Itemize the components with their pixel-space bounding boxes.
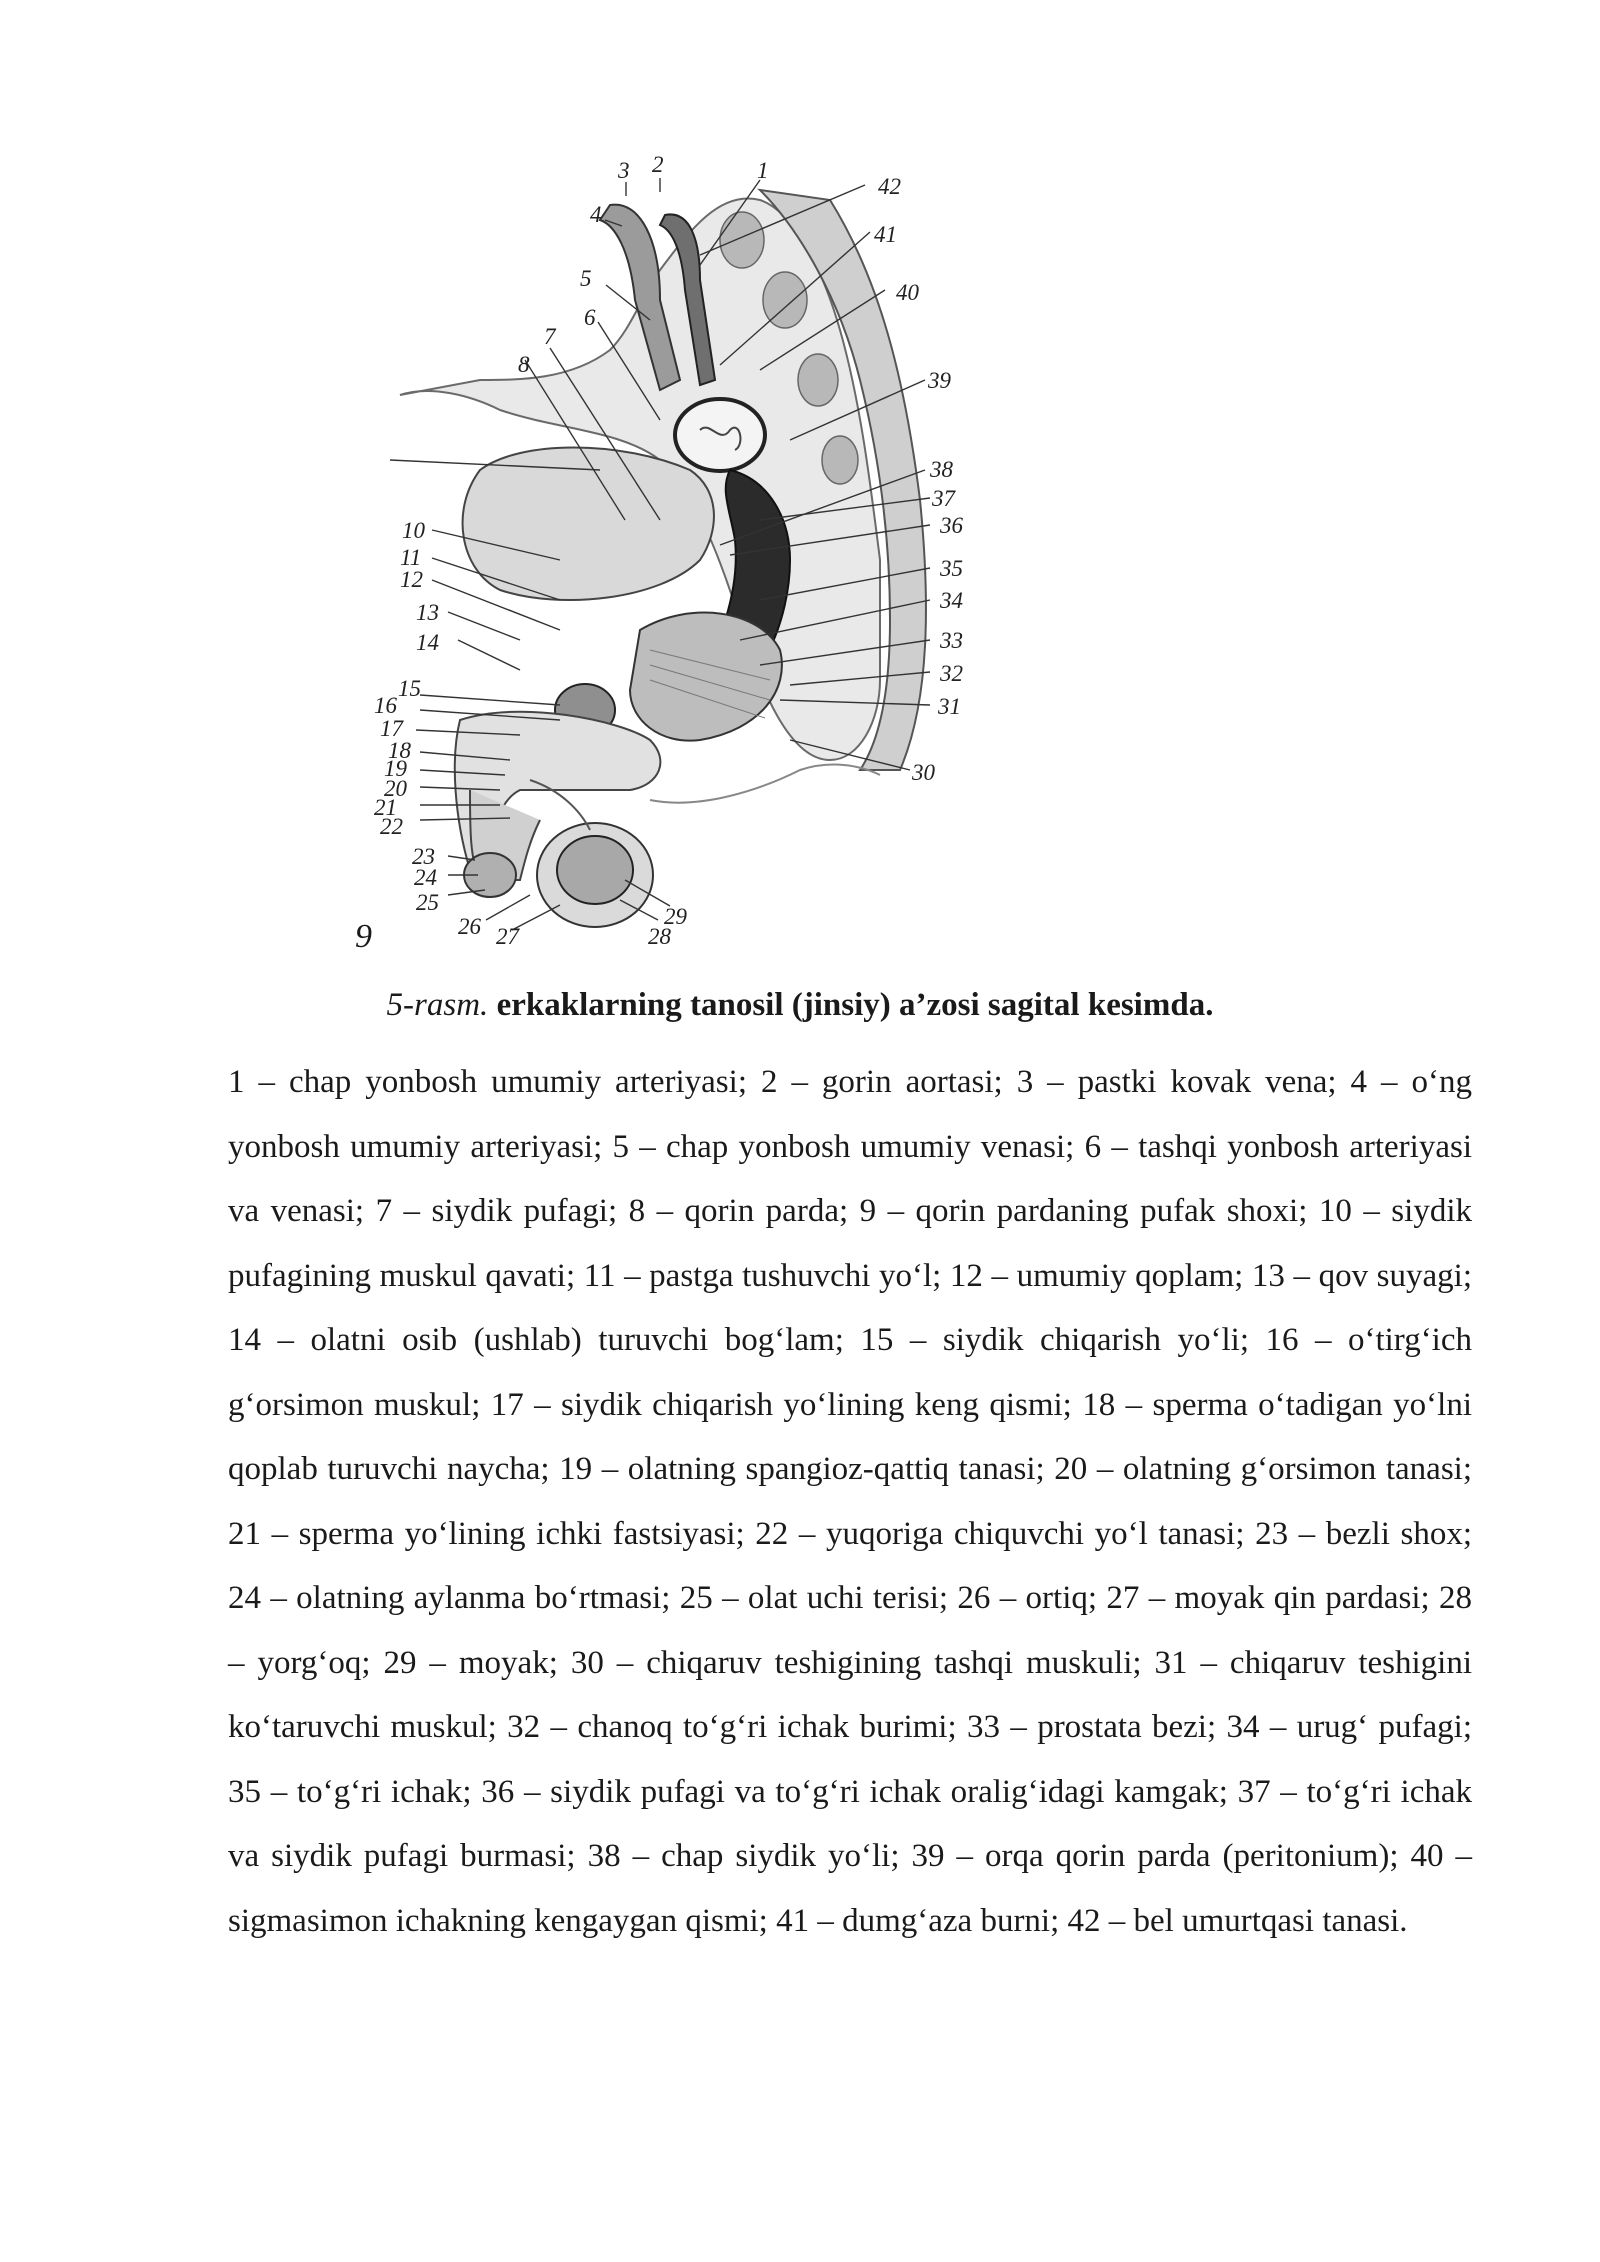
callout-3: 3 bbox=[618, 158, 630, 183]
caption-label: 5-rasm. bbox=[386, 987, 489, 1023]
callout-20: 20 bbox=[384, 776, 407, 801]
callout-38: 38 bbox=[930, 457, 953, 482]
callout-24: 24 bbox=[414, 865, 437, 890]
callout-42: 42 bbox=[878, 174, 901, 199]
callout-15: 15 bbox=[398, 676, 421, 701]
callout-22: 22 bbox=[380, 814, 403, 839]
callout-41: 41 bbox=[874, 222, 897, 247]
callout-13: 13 bbox=[416, 600, 439, 625]
callout-39: 39 bbox=[928, 368, 951, 393]
callout-4: 4 bbox=[590, 202, 602, 227]
callout-6: 6 bbox=[584, 305, 596, 330]
callout-27: 27 bbox=[496, 924, 519, 949]
callout-32: 32 bbox=[940, 661, 963, 686]
callout-26: 26 bbox=[458, 914, 481, 939]
figure-caption bbox=[0, 985, 1600, 1025]
callout-29: 29 bbox=[664, 904, 687, 929]
callout-19: 19 bbox=[384, 756, 407, 781]
callout-7: 7 bbox=[544, 324, 556, 349]
sagittal-section-illustration bbox=[0, 0, 1600, 980]
callout-16: 16 bbox=[374, 693, 397, 718]
figure-callout-9: 9 bbox=[355, 918, 372, 955]
callout-35: 35 bbox=[940, 556, 963, 581]
callout-10: 10 bbox=[402, 518, 425, 543]
callout-34: 34 bbox=[940, 588, 963, 613]
callout-5: 5 bbox=[580, 266, 592, 291]
callout-18: 18 bbox=[388, 738, 411, 763]
callout-2: 2 bbox=[652, 152, 664, 177]
callout-28: 28 bbox=[648, 924, 671, 949]
callout-11: 11 bbox=[400, 545, 422, 570]
callout-31: 31 bbox=[938, 694, 961, 719]
callout-36: 36 bbox=[940, 513, 963, 538]
callout-40: 40 bbox=[896, 280, 919, 305]
callout-8: 8 bbox=[518, 352, 530, 377]
caption-title: erkaklarning tanosil (jinsiy) a’zosi sagital kesimda. bbox=[496, 987, 1214, 1023]
illustration-drawing bbox=[400, 190, 926, 927]
callout-21: 21 bbox=[374, 795, 397, 820]
callout-30: 30 bbox=[912, 760, 935, 785]
callout-37: 37 bbox=[932, 486, 955, 511]
callout-17: 17 bbox=[380, 716, 403, 741]
callout-1: 1 bbox=[757, 158, 769, 183]
anatomical-figure bbox=[0, 0, 1600, 980]
callout-33: 33 bbox=[940, 628, 963, 653]
callout-14: 14 bbox=[416, 630, 439, 655]
callout-25: 25 bbox=[416, 890, 439, 915]
callout-23: 23 bbox=[412, 844, 435, 869]
figure-legend-text: 1 – chap yonbosh umumiy arteriyasi; 2 – gorin aortasi; 3 – pastki kovak vena; 4 – o‘ng yonbosh umumiy arteriyasi; 5 – chap yonbosh umumiy venasi; 6 – tashqi yonbosh arteriyasi va venasi; 7 – siydik pufagi; 8 – qorin parda; 9 – qorin pardaning pufak shoxi; 10 – siydik pufagining muskul qavati; 11 – pastga tushuvchi yo‘l; 12 – umumiy qoplam; 13 – qov suyagi; 14 – olatni osib (ushlab) turuvchi bog‘lam; 15 – siydik chiqarish yo‘li; 16 – o‘tirg‘ich g‘orsimon muskul; 17 – siydik chiqarish yo‘lining keng qismi; 18 – sperma o‘tadigan yo‘lni qoplab turuvchi naycha; 19 – olatning spangioz-qattiq tanasi; 20 – olatning g‘orsimon tanasi; 21 – sperma yo‘lining ichki fastsiyasi; 22 – yuqoriga chiquvchi yo‘l tanasi; 23 – bezli shox; 24 – olatning aylanma bo‘rtmasi; 25 – olat uchi terisi; 26 – ortiq; 27 – moyak qin pardasi; 28 – yorg‘oq; 29 – moyak; 30 – chiqaruv teshigining tashqi muskuli; 31 – chiqaruv teshigini ko‘taruvchi muskul; 32 – chanoq to‘g‘ri ichak burimi; 33 – prostata bezi; 34 – urug‘ pufagi; 35 – to‘g‘ri ichak; 36 – siydik pufagi va to‘g‘ri ichak oralig‘idagi kamgak; 37 – to‘g‘ri ichak va siydik pufagi burmasi; 38 – chap siydik yo‘li; 39 – orqa qorin parda (peritonium); 40 – sigmasimon ichakning kengaygan qismi; 41 – dumg‘aza burni; 42 – bel umurtqasi tanasi. bbox=[228, 1064, 1472, 1939]
callout-12: 12 bbox=[400, 567, 423, 592]
